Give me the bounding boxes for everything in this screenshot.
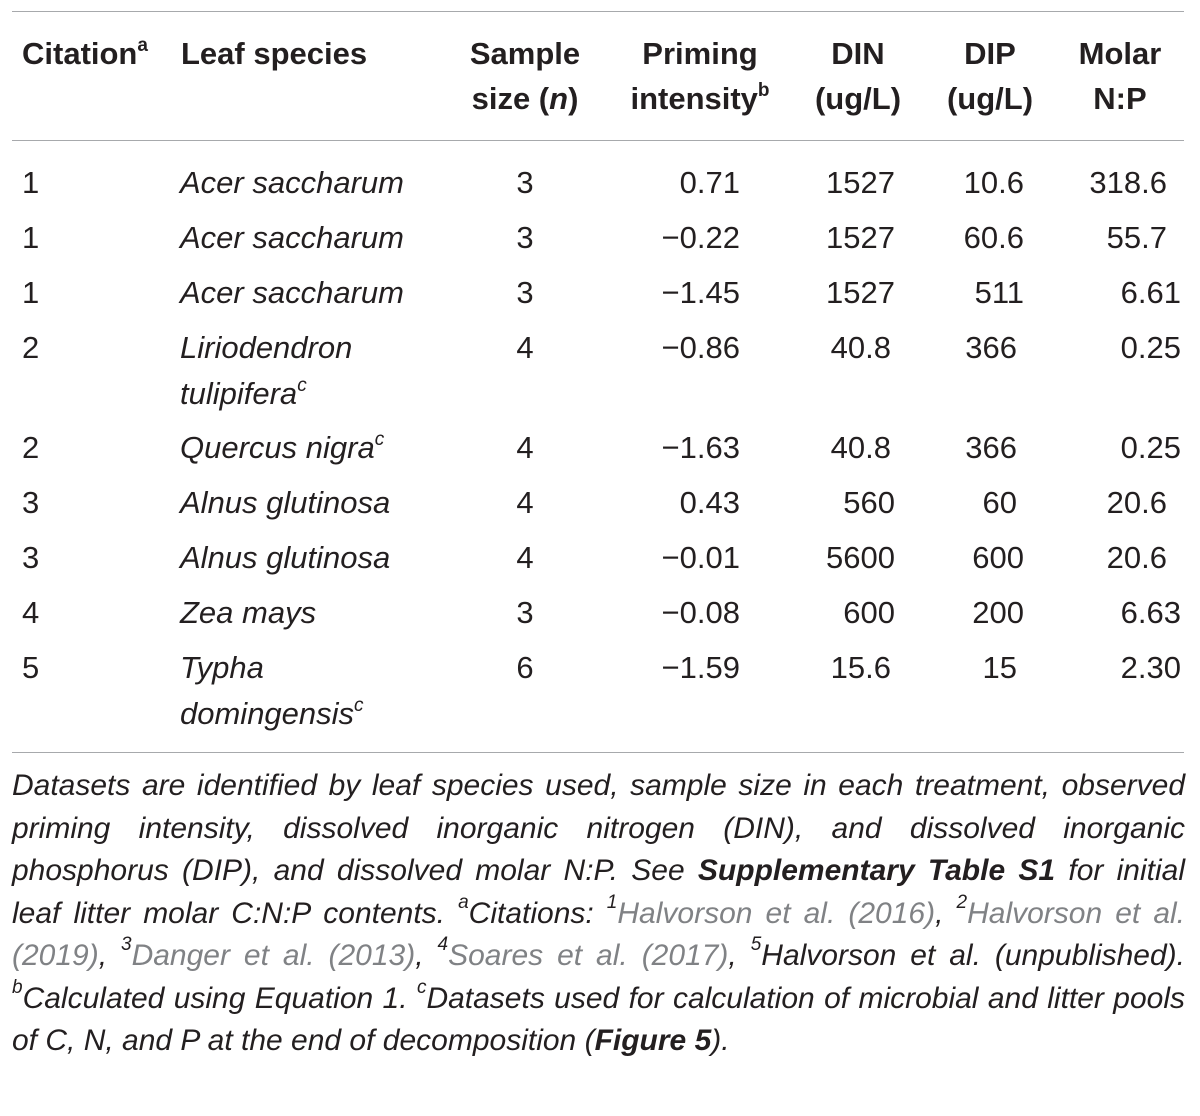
header-rule <box>12 140 1184 141</box>
cell-sample-size: 3 <box>516 165 534 200</box>
cell-citation: 1 <box>22 165 40 200</box>
cell-citation: 3 <box>22 485 40 520</box>
cell-sample-size: 4 <box>516 485 534 520</box>
header-citation: Citation$^a$ <box>22 34 148 71</box>
cell-din: 1527 <box>826 275 895 310</box>
cell-din: 5600 <box>826 540 895 575</box>
header-molar-np: Molar N:P <box>1078 36 1162 116</box>
header-dip: DIP (ug/L) <box>946 36 1034 116</box>
cell-dip: 60 <box>982 485 1017 520</box>
cell-molar-np: 55.7 <box>1106 220 1167 255</box>
cell-sample-size: 4 <box>516 330 534 365</box>
cell-dip: 10.6 <box>963 165 1024 200</box>
cell-priming: −0.22 <box>661 220 740 255</box>
cell-leaf-species: Alnus glutinosa <box>180 540 391 575</box>
cell-dip: 366 <box>965 430 1017 465</box>
figure-link[interactable]: Figure 5 <box>594 1024 712 1057</box>
cell-citation: 1 <box>22 220 40 255</box>
cell-leaf-species: Typha domingensis$^c$ <box>180 650 364 731</box>
cell-din: 560 <box>843 485 895 520</box>
cell-leaf-species: Acer saccharum <box>180 275 404 310</box>
cell-molar-np: 0.25 <box>1120 430 1181 465</box>
header-sample-size: Sample size (n) <box>469 36 581 116</box>
cell-citation: 1 <box>22 275 40 310</box>
cell-sample-size: 4 <box>516 540 534 575</box>
header-priming-intensity: Priming intensity$^b$ <box>630 36 770 116</box>
header-din: DIN (ug/L) <box>814 36 902 116</box>
cell-dip: 60.6 <box>963 220 1024 255</box>
cell-sample-size: 4 <box>516 430 534 465</box>
cell-leaf-species: Quercus nigra$^c$ <box>180 428 385 465</box>
cell-priming: −0.86 <box>661 330 740 365</box>
cell-molar-np: 20.6 <box>1106 485 1167 520</box>
cell-priming: −1.63 <box>661 430 740 465</box>
cell-molar-np: 6.63 <box>1120 595 1181 630</box>
cell-leaf-species: Acer saccharum <box>180 165 404 200</box>
cell-din: 1527 <box>826 165 895 200</box>
cell-citation: 4 <box>22 595 40 630</box>
header-leaf-species: Leaf species <box>181 36 368 71</box>
cell-molar-np: 0.25 <box>1120 330 1181 365</box>
reference-5: Halvorson et al. (unpublished). <box>761 939 1186 972</box>
cell-molar-np: 2.30 <box>1120 650 1181 685</box>
cell-priming: 0.43 <box>679 485 740 520</box>
bottom-rule <box>12 752 1184 753</box>
cell-priming: −1.59 <box>661 650 740 685</box>
reference-link-1[interactable]: Halvorson et al. (2016) <box>617 896 936 930</box>
cell-priming: 0.71 <box>679 165 740 200</box>
cell-sample-size: 3 <box>516 275 534 310</box>
cell-molar-np: 6.61 <box>1120 275 1181 310</box>
cell-din: 1527 <box>826 220 895 255</box>
cell-din: 40.8 <box>830 330 891 365</box>
cell-leaf-species: Alnus glutinosa <box>180 485 391 520</box>
cell-dip: 366 <box>965 330 1017 365</box>
reference-link-3[interactable]: Danger et al. (2013) <box>131 939 416 972</box>
cell-priming: −0.08 <box>661 595 740 630</box>
cell-dip: 511 <box>974 275 1024 310</box>
cell-leaf-species: Liriodendron tulipifera$^c$ <box>180 330 353 411</box>
cell-priming: −1.45 <box>661 275 740 310</box>
cell-dip: 15 <box>982 650 1017 685</box>
reference-link-4[interactable]: Soares et al. (2017) <box>448 939 729 972</box>
footnote-intro: Datasets are identified by leaf species used, sample size in each treatment, observed priming intensity, dissolved inorganic nitrogen (DIN), and dissolved inorganic phosphorus (DIP), and dissolved molar N:P. See <box>12 769 1185 887</box>
cell-citation: 2 <box>22 430 40 465</box>
cell-din: 15.6 <box>830 650 891 685</box>
table-footnote: Datasets are identified by leaf species used, sample size in each treatment, observed priming intensity, dissolved inorganic nitrogen (DIN), and dissolved inorganic phosphorus (DIP), and dissolved molar N:P. See Supplementary Table S1 for initial leaf litter molar C:N:P contents. $^a$Citations: $^1$Halvorson et al. (2016), $^2$Halvorson et al. (2019), $^3$Danger et al. (2013), $^4$Soares et al. (2017), $^5$Halvorson et al. (unpublished). $^b$Calculated using Equation 1. $^c$Datasets used for calculation of microbial and litter pools of C, N, and P at the end of decomposition (Figure 5). <box>12 769 1186 1057</box>
supplementary-table-link[interactable]: Supplementary Table S1 <box>697 854 1056 887</box>
cell-sample-size: 3 <box>516 595 534 630</box>
top-rule <box>12 11 1184 12</box>
cell-citation: 2 <box>22 330 40 365</box>
cell-din: 600 <box>843 595 895 630</box>
cell-din: 40.8 <box>830 430 891 465</box>
cell-sample-size: 6 <box>516 650 534 685</box>
cell-dip: 600 <box>972 540 1024 575</box>
cell-molar-np: 20.6 <box>1106 540 1167 575</box>
cell-dip: 200 <box>972 595 1024 630</box>
cell-sample-size: 3 <box>516 220 534 255</box>
cell-molar-np: 318.6 <box>1089 165 1167 200</box>
cell-priming: −0.01 <box>661 540 740 575</box>
reference-link-2[interactable]: Halvorson et al. (2019) <box>12 896 1186 972</box>
cell-leaf-species: Acer saccharum <box>180 220 404 255</box>
cell-leaf-species: Zea mays <box>180 595 317 630</box>
cell-citation: 5 <box>22 650 40 685</box>
cell-citation: 3 <box>22 540 40 575</box>
